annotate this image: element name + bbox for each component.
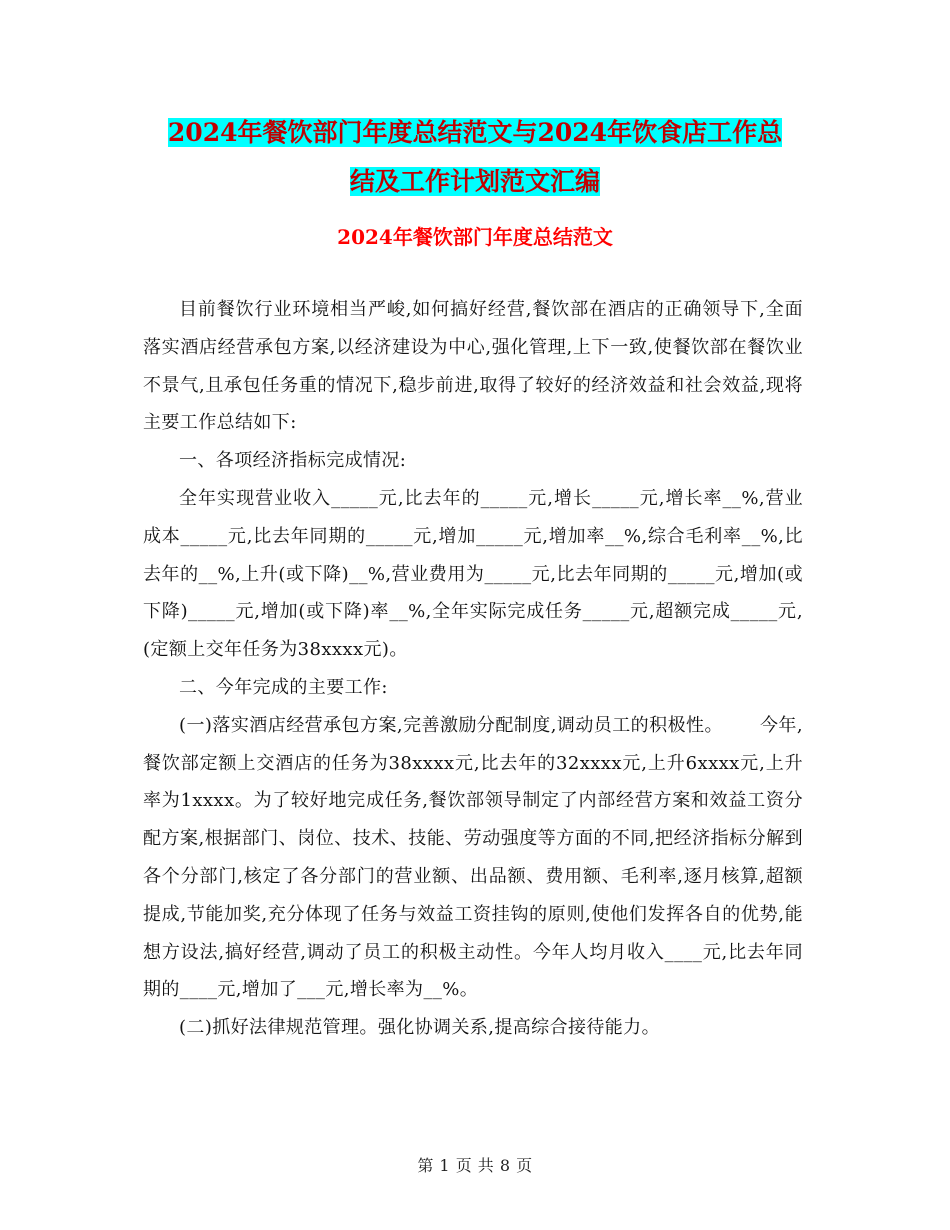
page-number-footer: 第 1 页 共 8 页 bbox=[417, 1156, 533, 1175]
document-title-line-2: 结及工作计划范文汇编 bbox=[349, 167, 600, 196]
section-title: 2024年餐饮部门年度总结范文 bbox=[337, 225, 613, 249]
paragraph-work-item-2: (二)抓好法律规范管理。强化协调关系,提高综合接待能力。 bbox=[179, 1017, 660, 1039]
paragraph-work-item-1: (一)落实酒店经营承包方案,完善激励分配制度,调动员工的积极性。 今年,餐饮部定额上交酒店的任务为38xxxx元,比去年的32xxxx元,上升6xxxx元,上升率为1xxxx。为了较好地完成任务,餐饮部领导制定了内部经营方案和效益工资分配方案,根据部门、岗位、技术、技能、劳动强度等方面的不同,把经济指标分解到各个分部门,核定了各分部门的营业额、出品额、费用额、毛利率,逐月核算,超额提成,节能加奖,充分体现了任务与效益工资挂钩的原则,使他们发挥各自的优势,能想方设法,搞好经营,调动了员工的积极主动性。今年人均月收入____元,比去年同期的____元,增加了___元,增长率为__%。 bbox=[143, 714, 803, 1001]
document-title bbox=[120, 108, 830, 206]
document-title-line-1: 2024年餐饮部门年度总结范文与2024年饮食店工作总 bbox=[167, 118, 783, 147]
heading-economic-indicators: 一、各项经济指标完成情况: bbox=[179, 450, 407, 472]
document-body bbox=[143, 291, 803, 1047]
paragraph-intro: 目前餐饮行业环境相当严峻,如何搞好经营,餐饮部在酒店的正确领导下,全面落实酒店经营承包方案,以经济建设为中心,强化管理,上下一致,使餐饮部在餐饮业不景气,且承包任务重的情况下,稳步前进,取得了较好的经济效益和社会效益,现将主要工作总结如下: bbox=[143, 299, 803, 434]
paragraph-economic-indicators: 全年实现营业收入_____元,比去年的_____元,增长_____元,增长率__%,营业成本_____元,比去年同期的_____元,增加_____元,增加率__%,综合毛利率__%,比去年的__%,上升(或下降)__%,营业费用为_____元,比去年同期的_____元,增加(或下降)_____元,增加(或下降)率__%,全年实际完成任务_____元,超额完成_____元,(定额上交年任务为38xxxx元)。 bbox=[143, 487, 803, 661]
heading-main-work: 二、今年完成的主要工作: bbox=[179, 676, 388, 698]
